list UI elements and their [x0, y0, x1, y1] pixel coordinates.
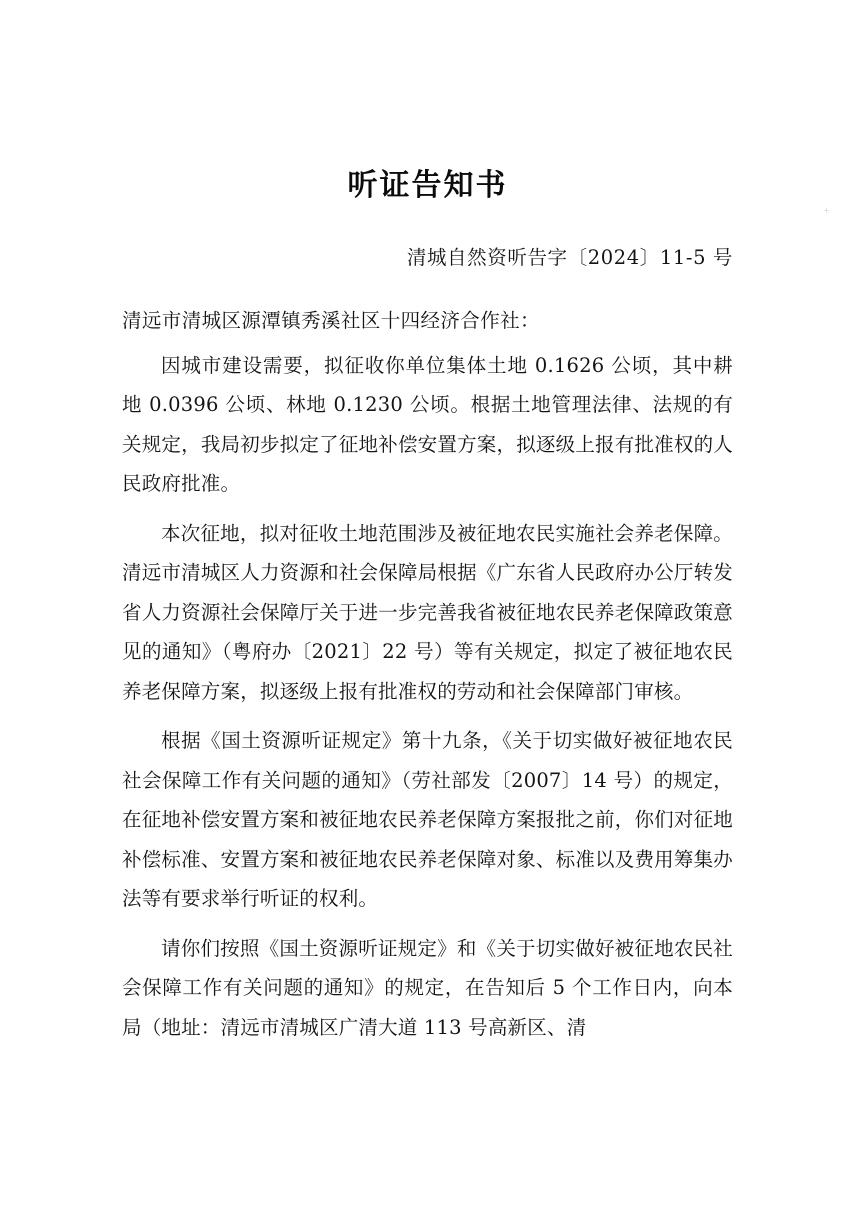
- body-paragraph-4: 请你们按照《国土资源听证规定》和《关于切实做好被征地农民社会保障工作有关问题的通知》的规定，在告知后 5 个工作日内，向本局（地址：清远市清城区广清大道 113 号高新区、清: [122, 936, 733, 1039]
- recipient-line: 清远市清城区源潭镇秀溪社区十四经济合作社：: [122, 309, 540, 333]
- body-paragraph-3: 根据《国土资源听证规定》第十九条，《关于切实做好被征地农民社会保障工作有关问题的通知》（劳社部发〔2007〕14 号）的规定，在征地补偿安置方案和被征地农民养老保障方案报批之前，你们对征地补偿标准、安置方案和被征地农民养老保障对象、标准以及费用筹集办法等有要求举行听证的权利。: [122, 729, 733, 911]
- body-paragraph-2: 本次征地，拟对征收土地范围涉及被征地农民实施社会养老保障。清远市清城区人力资源和社会保障局根据《广东省人民政府办公厅转发省人力资源社会保障厅关于进一步完善我省被征地农民养老保障政策意见的通知》（粤府办〔2021〕22 号）等有关规定，拟定了被征地农民养老保障方案，拟逐级上报有批准权的劳动和社会保障部门审核。: [122, 521, 733, 703]
- document-body: [122, 0, 733, 1047]
- document-number: 清城自然资听告字〔2024〕11-5 号: [406, 246, 733, 269]
- page-title: 听证告知书: [347, 168, 508, 203]
- scan-artifact-speck: [824, 208, 829, 213]
- body-paragraph-1: 因城市建设需要，拟征收你单位集体土地 0.1626 公顷，其中耕地 0.0396 公顷、林地 0.1230 公顷。根据土地管理法律、法规的有关规定，我局初步拟定了征地补偿安置方案，拟逐级上报有批准权的人民政府批准。: [122, 353, 733, 496]
